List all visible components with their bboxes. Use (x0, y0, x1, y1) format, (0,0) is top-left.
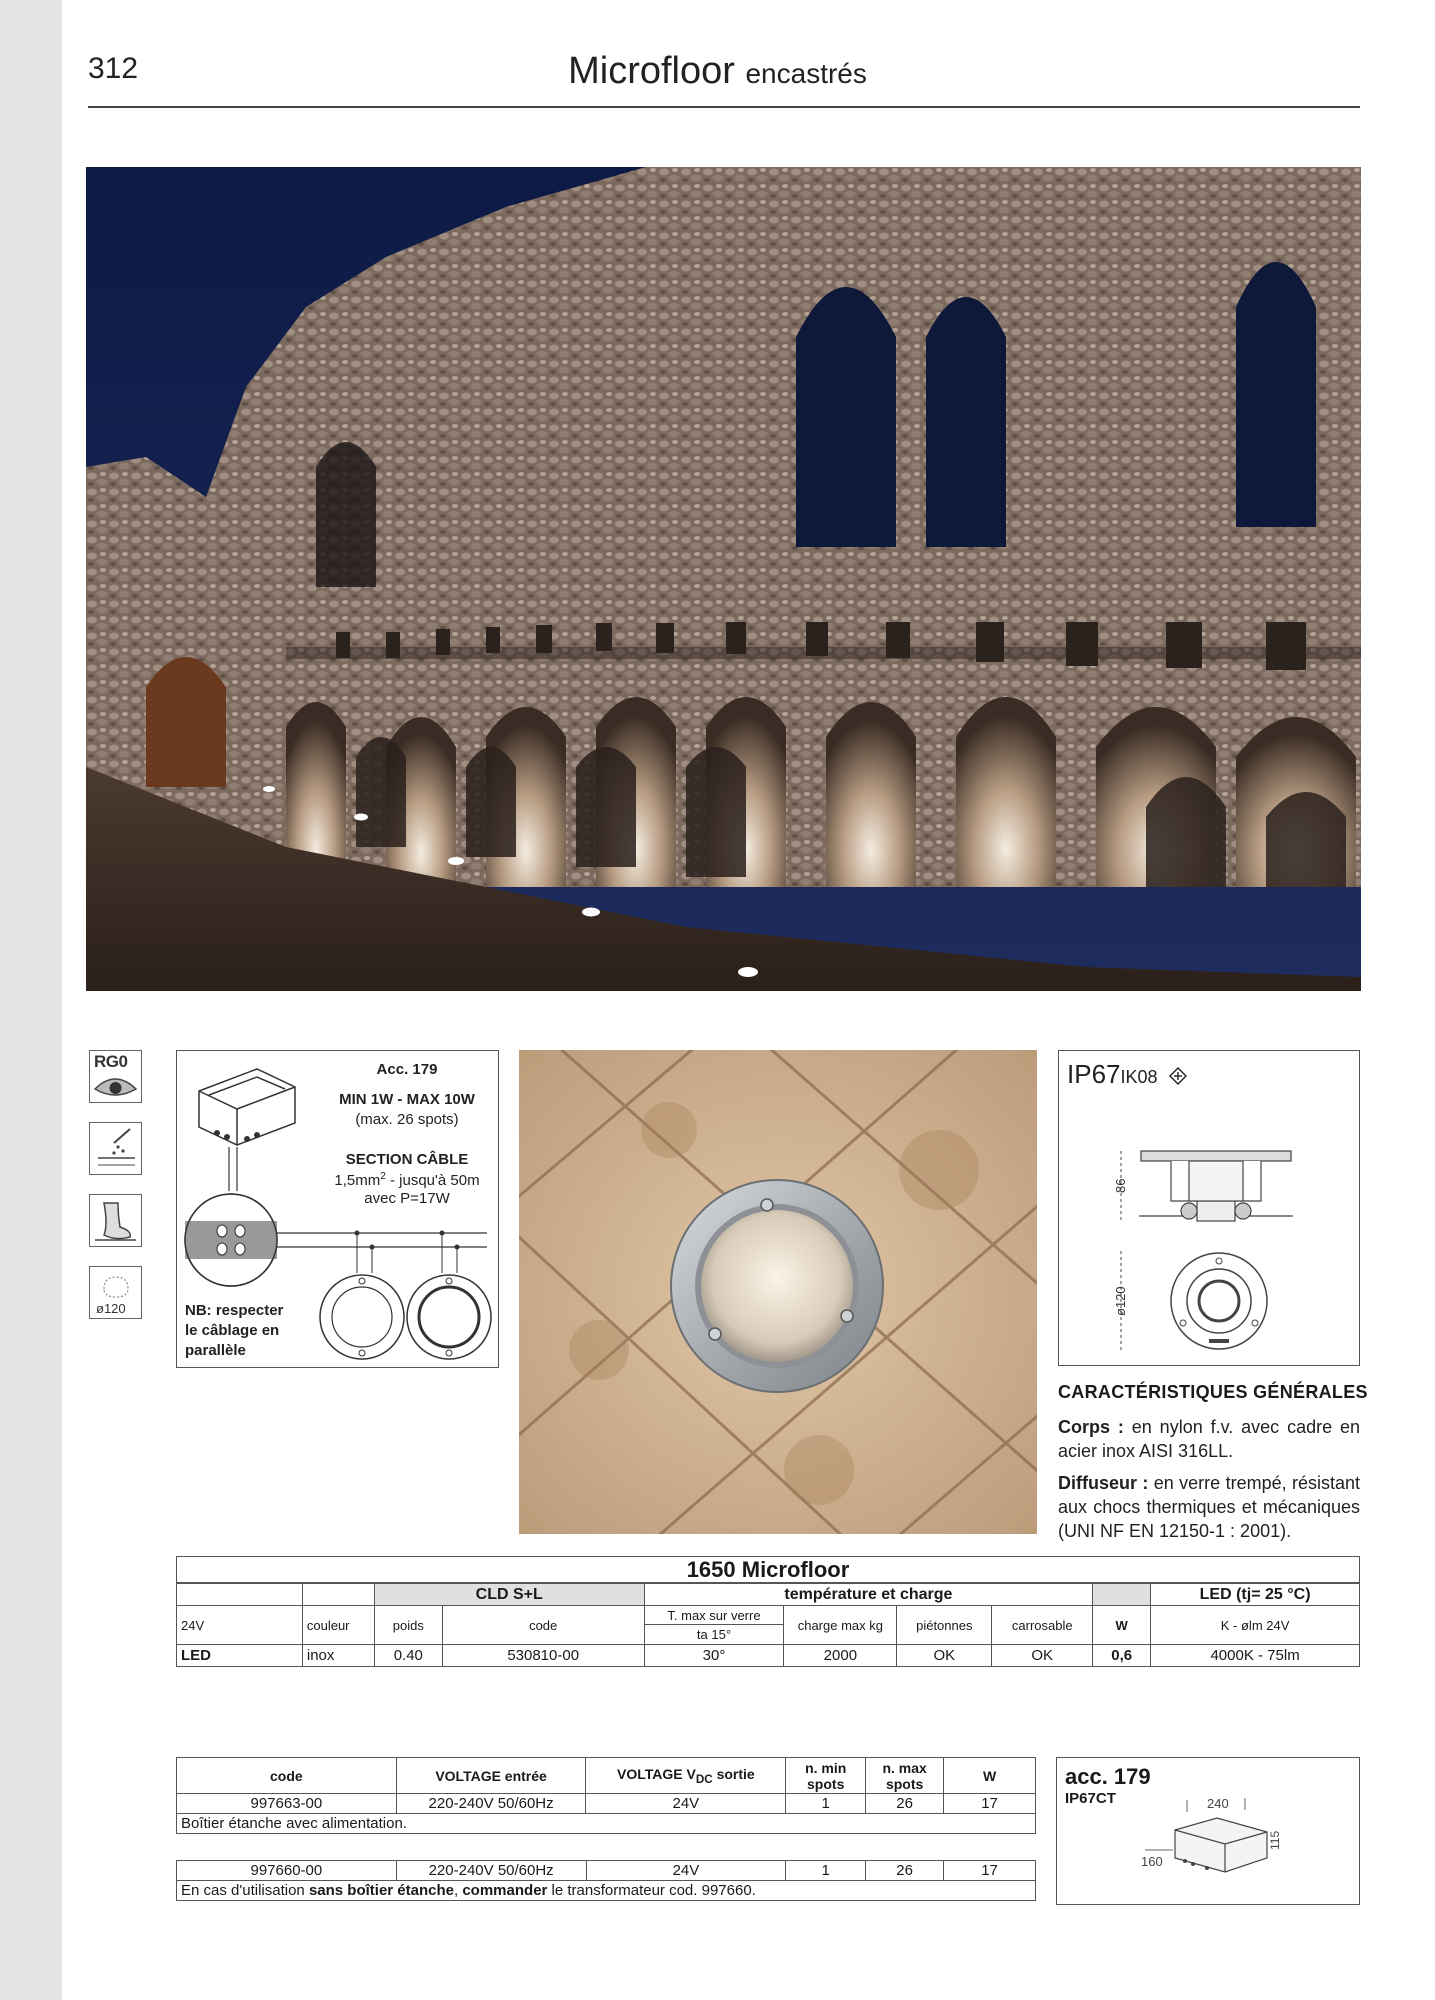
acc-cell-code: 997660-00 (177, 1861, 397, 1881)
acc-col-max-spots-line1: n. max (882, 1759, 927, 1776)
cell-k: 4000K - 75lm (1151, 1645, 1360, 1667)
acc-col-voltage-out-sub: DC (695, 1772, 713, 1786)
col-k: K - ølm 24V (1151, 1606, 1360, 1645)
acc-col-max-spots (866, 1758, 944, 1794)
cell-couleur: inox (302, 1645, 374, 1667)
feature-diffuseur (1058, 1471, 1360, 1543)
acc-col-w: W (944, 1758, 1036, 1794)
col-tmax-line1: T. max sur verre (645, 1606, 784, 1625)
acc-col-voltage-in: VOLTAGE entrée (396, 1758, 586, 1794)
group-temperature: température et charge (644, 1584, 1093, 1606)
glow-wire-icon (1169, 1067, 1187, 1085)
note-part: , (454, 1882, 463, 1899)
col-poids: poids (374, 1606, 442, 1645)
acc-cell-code: 997663-00 (177, 1794, 397, 1814)
col-carrosable: carrosable (992, 1606, 1093, 1645)
title-main: Microfloor (568, 50, 735, 92)
ik-code: IK08 (1120, 1067, 1158, 1087)
foot-icon (89, 1194, 142, 1247)
product-table-title: 1650 Microfloor (176, 1556, 1360, 1583)
acc-col-min-spots-line2: spots (807, 1775, 845, 1792)
power-range: MIN 1W - MAX 10W (339, 1091, 475, 1108)
note-emphasis: commander (462, 1882, 548, 1899)
acc-cell-min: 1 (786, 1861, 866, 1881)
cell-w: 0,6 (1093, 1645, 1151, 1667)
wiring-note-line: parallèle (185, 1342, 246, 1359)
feature-corps-label: Corps : (1058, 1417, 1124, 1437)
acc-col-voltage-out-label: VOLTAGE V (617, 1765, 696, 1782)
feature-corps (1058, 1415, 1360, 1463)
page-title (0, 50, 1435, 93)
cable-section-exponent: 2 (380, 1171, 386, 1182)
accessory-rating: IP67CT (1065, 1790, 1116, 1807)
wiring-diagram (176, 1050, 499, 1368)
feature-diffuseur-text: en verre trempé, résistant aux chocs thermiques et mécaniques (UNI NF EN 12150-1 : 2001). (1058, 1473, 1361, 1541)
group-led: LED (tj= 25 °C) (1151, 1584, 1360, 1606)
feature-corps-text: en nylon f.v. avec cadre en acier inox AISI 316LL. (1058, 1417, 1361, 1461)
acc-col-voltage-out-suffix: sortie (712, 1765, 755, 1782)
rg0-label: RG0 (94, 1052, 128, 1071)
acc-cell-min: 1 (786, 1794, 866, 1814)
cell-carrosable: OK (992, 1645, 1093, 1667)
cable-section-size: 1,5mm (334, 1172, 381, 1189)
note-part: En cas d'utilisation (181, 1882, 309, 1899)
acc-col-min-spots (786, 1758, 866, 1794)
col-voltage: 24V (177, 1606, 303, 1645)
transformer-table (176, 1860, 1036, 1901)
acc-cell-max: 26 (866, 1861, 944, 1881)
accessories-table (176, 1757, 1036, 1834)
table-note-row (177, 1814, 1036, 1834)
cell-poids: 0.40 (374, 1645, 442, 1667)
cable-section-power: avec P=17W (364, 1190, 450, 1207)
feature-diffuseur-label: Diffuseur : (1058, 1473, 1149, 1493)
diameter-icon (89, 1266, 142, 1319)
page-number: 312 (88, 52, 139, 85)
ip-code: IP67 (1067, 1059, 1121, 1089)
accessories-header-row (177, 1758, 1036, 1794)
col-couleur: couleur (302, 1606, 374, 1645)
table-row (177, 1861, 1036, 1881)
acc-depth-label: 160 (1141, 1854, 1163, 1869)
accessory-box (1056, 1757, 1360, 1905)
height-dim-label: 86 (1113, 1178, 1128, 1193)
table-group-row (177, 1584, 1360, 1606)
acc-cell-vout: 24V (586, 1794, 786, 1814)
acc-cell-vout: 24V (586, 1861, 786, 1881)
cell-charge: 2000 (784, 1645, 897, 1667)
col-w: W (1093, 1606, 1151, 1645)
note-part: le transformateur cod. 997660. (547, 1882, 756, 1899)
table-row (177, 1645, 1360, 1667)
table-note-row (177, 1881, 1036, 1901)
wiring-note-line: le câblage en (185, 1322, 280, 1339)
wiring-note-line: NB: respecter (185, 1302, 284, 1319)
acc-cell-vin: 220-240V 50/60Hz (396, 1861, 586, 1881)
col-code: code (442, 1606, 644, 1645)
acc-cell-w: 17 (944, 1794, 1036, 1814)
acc-cell-w: 17 (944, 1861, 1036, 1881)
cell-pietonnes: OK (897, 1645, 992, 1667)
acc-col-voltage-out (586, 1758, 786, 1794)
hero-photo (86, 167, 1361, 991)
acc-col-max-spots-line2: spots (885, 1775, 924, 1792)
table-header-row (177, 1606, 1360, 1645)
ip-rating (1067, 1059, 1187, 1090)
transformer-note (177, 1881, 1036, 1901)
note-emphasis: sans boîtier étanche (308, 1882, 454, 1899)
acc-col-min-spots-line1: n. min (805, 1759, 847, 1776)
accessory-title: acc. 179 (1065, 1764, 1151, 1789)
technical-drawing (1059, 1101, 1359, 1361)
acc-label: Acc. 179 (376, 1061, 438, 1078)
header-divider (88, 106, 1360, 108)
rg0-eye-icon (89, 1050, 142, 1103)
col-tmax-line2: ta 15° (696, 1627, 732, 1642)
wiring-note (185, 1301, 283, 1361)
water-drop-icon (89, 1122, 142, 1175)
acc-height-label: 115 (1268, 1830, 1282, 1850)
cable-section-length (307, 1171, 507, 1189)
acc-cell-vin: 220-240V 50/60Hz (396, 1794, 586, 1814)
group-cld: CLD S+L (374, 1584, 644, 1606)
cell-type: LED (177, 1645, 303, 1667)
product-table (176, 1583, 1360, 1667)
product-photo (519, 1050, 1037, 1534)
cable-section-title: SECTION CÂBLE (345, 1151, 469, 1168)
acc-width-label: 240 (1207, 1796, 1229, 1811)
acc-note: Boîtier étanche avec alimentation. (177, 1814, 1036, 1834)
col-charge: charge max kg (784, 1606, 897, 1645)
left-margin-strip (0, 0, 62, 2000)
diameter-dim-label: ø120 (1113, 1286, 1128, 1316)
accessory-drawing (1057, 1758, 1357, 1904)
dimension-drawing (1058, 1050, 1360, 1366)
col-pietonnes: piétonnes (897, 1606, 992, 1645)
max-spots: (max. 26 spots) (355, 1111, 459, 1128)
cell-code: 530810-00 (442, 1645, 644, 1667)
title-sub: encastrés (745, 58, 867, 89)
cable-section-distance: - jusqu'à 50m (385, 1172, 480, 1189)
acc-cell-max: 26 (866, 1794, 944, 1814)
cell-tmax: 30° (644, 1645, 784, 1667)
acc-col-code: code (177, 1758, 397, 1794)
table-row (177, 1794, 1036, 1814)
features-title: CARACTÉRISTIQUES GÉNÉRALES (1058, 1382, 1368, 1402)
col-tmax (644, 1606, 784, 1645)
diameter-label: ø120 (96, 1301, 126, 1316)
